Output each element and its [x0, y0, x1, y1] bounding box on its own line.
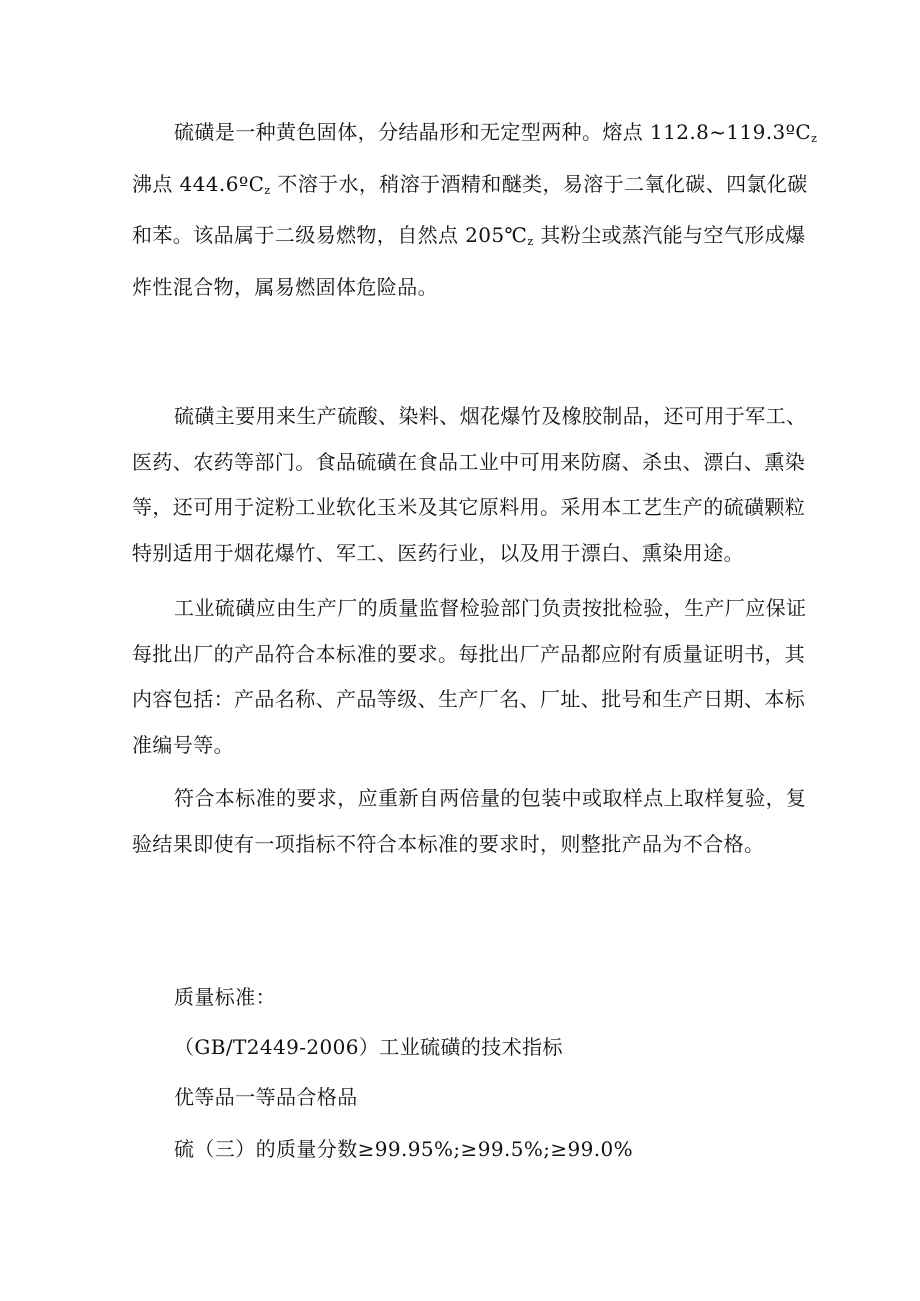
- paragraph-line: 炸性混合物，属易燃固体危险品。: [132, 274, 438, 299]
- paragraph-line: 准编号等。: [132, 732, 234, 757]
- paragraph-line: 特别适用于烟花爆竹、军工、医药行业，以及用于漂白、熏染用途。: [132, 540, 744, 565]
- paragraph-line: 等，还可用于淀粉工业软化玉米及其它原料用。采用本工艺生产的硫磺颗粒: [132, 495, 806, 519]
- standard-heading: 质量标准：: [174, 985, 276, 1009]
- paragraph-line: 硫磺是一种黄色固体，分结晶形和无定型两种。熔点 112.8~119.3ºC$_z$: [174, 120, 818, 145]
- paragraph-line: 验结果即使有一项指标不符合本标准的要求时，则整批产品为不合格。: [132, 831, 765, 856]
- paragraph-uses: [132, 394, 807, 576]
- paragraph-line: 每批出厂的产品符合本标准的要求。每批出厂产品都应附有质量证明书，其: [132, 641, 806, 666]
- paragraph-line: 沸点 444.6ºC$_z$ 不溶于水，稍溶于酒精和醚类，易溶于二氧化碳、四氯化碳: [132, 171, 808, 197]
- paragraph-retest: [132, 776, 807, 867]
- standard-grades: 优等品一等品合格品: [174, 1085, 358, 1109]
- paragraph-properties: [132, 110, 818, 310]
- paragraph-inspection: [132, 586, 807, 768]
- standard-spec-title: （GB/T2449-2006）工业硫磺的技术指标: [174, 1035, 563, 1059]
- paragraph-line: 医药、农药等部门。食品硫磺在食品工业中可用来防腐、杀虫、漂白、熏染: [132, 449, 806, 474]
- paragraph-line: 内容包括：产品名称、产品等级、生产厂名、厂址、批号和生产日期、本标: [132, 687, 806, 711]
- paragraph-line: 符合本标准的要求，应重新自两倍量的包装中或取样点上取样复验，复: [174, 786, 807, 810]
- paragraph-line: 工业硫磺应由生产厂的质量监督检验部门负责按批检验，生产厂应保证: [174, 596, 807, 620]
- paragraph-line: 和苯。该品属于二级易燃物，自然点 $205℃_z$ 其粉尘或蒸汽能与空气形成爆: [132, 223, 806, 248]
- paragraph-line: 硫磺主要用来生产硫酸、染料、烟花爆竹及橡胶制品，还可用于军工、: [174, 404, 807, 428]
- standard-sulfur-mass-fraction: 硫（三）的质量分数≥99.95%;≥99.5%;≥99.0%: [174, 1137, 634, 1161]
